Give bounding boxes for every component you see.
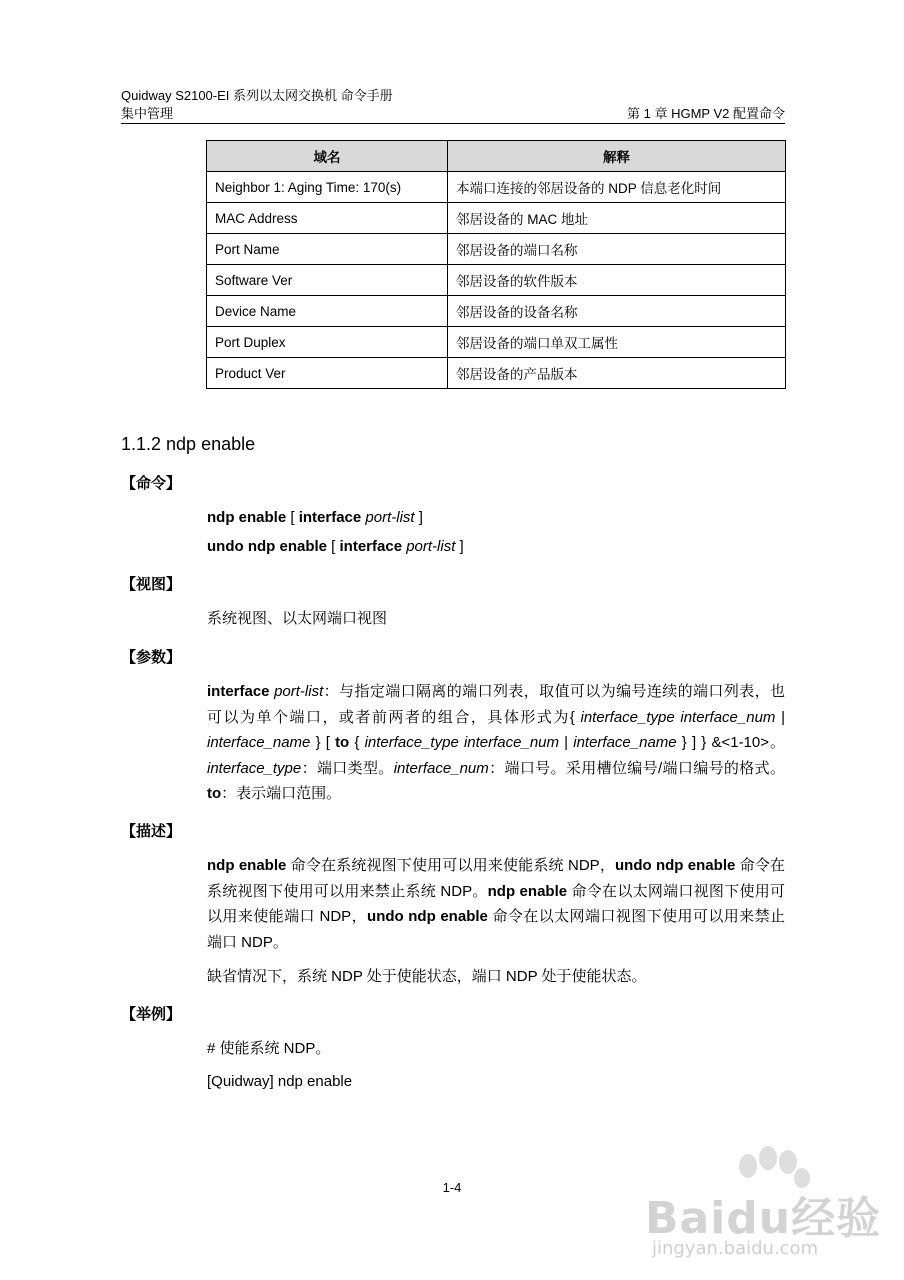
cmd-bracket: ]	[455, 538, 464, 555]
desc-keyword: undo ndp enable	[615, 857, 736, 874]
label-view: 【视图】	[121, 576, 182, 593]
field-table	[206, 140, 786, 389]
command-line-1	[207, 508, 423, 528]
table-cell-field: Device Name	[207, 296, 448, 327]
table-cell-desc: 邻居设备的 MAC 地址	[448, 203, 786, 234]
param-italic: interface_name	[207, 734, 311, 751]
desc-default: 缺省情况下，系统 NDP 处于使能状态，端口 NDP 处于使能状态。	[207, 968, 647, 985]
page-number: 1-4	[442, 1180, 462, 1195]
cmd-keyword: interface	[339, 538, 403, 555]
cmd-bracket: [	[327, 538, 340, 555]
param-keyword: to	[207, 785, 222, 802]
command-line-2	[207, 537, 464, 557]
header-chapter-left: 集中管理	[121, 106, 174, 121]
label-example: 【举例】	[121, 1006, 182, 1023]
param-keyword: to	[335, 734, 350, 751]
table-cell-desc: 本端口连接的邻居设备的 NDP 信息老化时间	[448, 172, 786, 203]
param-text: ：与指定端口隔离的端口列表，取值可以为编号连续的端口列表，也可以为单个端口，或者前两者的组合，具体形式为{	[207, 683, 785, 726]
table-row	[207, 265, 786, 296]
param-text: |	[559, 734, 574, 751]
table-row	[207, 358, 786, 389]
header-chapter-right: 第 1 章 HGMP V2 配置命令	[627, 106, 785, 121]
param-text: ：端口号。采用槽位编号/端口编号的格式。	[488, 759, 785, 777]
table-cell-field: Product Ver	[207, 358, 448, 389]
label-command: 【命令】	[121, 475, 182, 492]
desc-text: 命令在系统视图下使用可以用来禁止系统 NDP。	[207, 857, 785, 900]
table-cell-desc: 邻居设备的设备名称	[448, 296, 786, 327]
cmd-arg: port-list	[361, 509, 415, 526]
table-header-row	[207, 141, 786, 172]
desc-keyword: undo ndp enable	[367, 908, 488, 925]
param-text: } [	[310, 734, 336, 751]
desc-text: 命令在以太网端口视图下使用可以用来禁止端口 NDP。	[207, 908, 786, 951]
table-cell-desc: 邻居设备的产品版本	[448, 358, 786, 389]
table-row	[207, 203, 786, 234]
label-desc: 【描述】	[121, 823, 182, 840]
param-italic: interface_type	[207, 759, 302, 777]
watermark-logo: Baidu经验	[645, 1193, 882, 1244]
header-rule	[121, 123, 785, 124]
cmd-bracket: ]	[414, 509, 423, 526]
param-text: ：表示端口范围。	[221, 785, 342, 802]
table-header-desc: 解释	[448, 141, 786, 172]
cmd-keyword: interface	[298, 509, 362, 526]
desc-text: 命令在以太网端口视图下使用可以用来使能端口 NDP，	[207, 882, 785, 925]
param-text: |	[775, 708, 785, 726]
table-cell-field: MAC Address	[207, 203, 448, 234]
param-text: ：端口类型。	[301, 759, 394, 777]
desc-paragraph	[207, 853, 785, 955]
desc-keyword: ndp enable	[207, 857, 287, 874]
header-subline	[121, 106, 785, 122]
desc-keyword: ndp enable	[487, 882, 568, 900]
table-cell-field: Port Duplex	[207, 327, 448, 358]
desc-text: 命令在系统视图下使用可以用来使能系统 NDP，	[286, 857, 615, 874]
table-row	[207, 296, 786, 327]
cmd-arg: port-list	[402, 538, 456, 555]
param-keyword: interface	[207, 683, 270, 700]
param-arg: port-list	[269, 683, 324, 700]
table-cell-desc: 邻居设备的软件版本	[448, 265, 786, 296]
header-title: Quidway S2100-EI 系列以太网交换机 命令手册	[121, 88, 393, 103]
table-cell-field: Software Ver	[207, 265, 448, 296]
view-text: 系统视图、以太网端口视图	[207, 610, 388, 627]
table-row	[207, 172, 786, 203]
cmd-text: undo ndp enable	[207, 538, 327, 555]
param-text: {	[349, 734, 365, 751]
table-cell-desc: 邻居设备的端口单双工属性	[448, 327, 786, 358]
param-italic: interface_name	[573, 734, 677, 751]
param-italic: interface_type interface_num	[364, 734, 560, 751]
example-comment: # 使能系统 NDP。	[207, 1040, 331, 1057]
watermark-url: jingyan.baidu.com	[652, 1238, 819, 1259]
cmd-text: ndp enable	[207, 509, 287, 526]
table-cell-field: Port Name	[207, 234, 448, 265]
example-code: [Quidway] ndp enable	[207, 1073, 353, 1090]
table-header-field: 域名	[207, 141, 448, 172]
param-italic: interface_num	[393, 759, 489, 777]
table-row	[207, 327, 786, 358]
table-cell-desc: 邻居设备的端口名称	[448, 234, 786, 265]
params-paragraph	[207, 679, 785, 807]
cmd-bracket: [	[286, 509, 299, 526]
param-italic: interface_type interface_num	[580, 708, 776, 726]
param-text: } ] } &<1-10>。	[676, 734, 785, 751]
table-cell-field: Neighbor 1: Aging Time: 170(s)	[207, 172, 448, 203]
section-title: 1.1.2 ndp enable	[121, 434, 256, 454]
table-row	[207, 234, 786, 265]
label-params: 【参数】	[121, 649, 182, 666]
